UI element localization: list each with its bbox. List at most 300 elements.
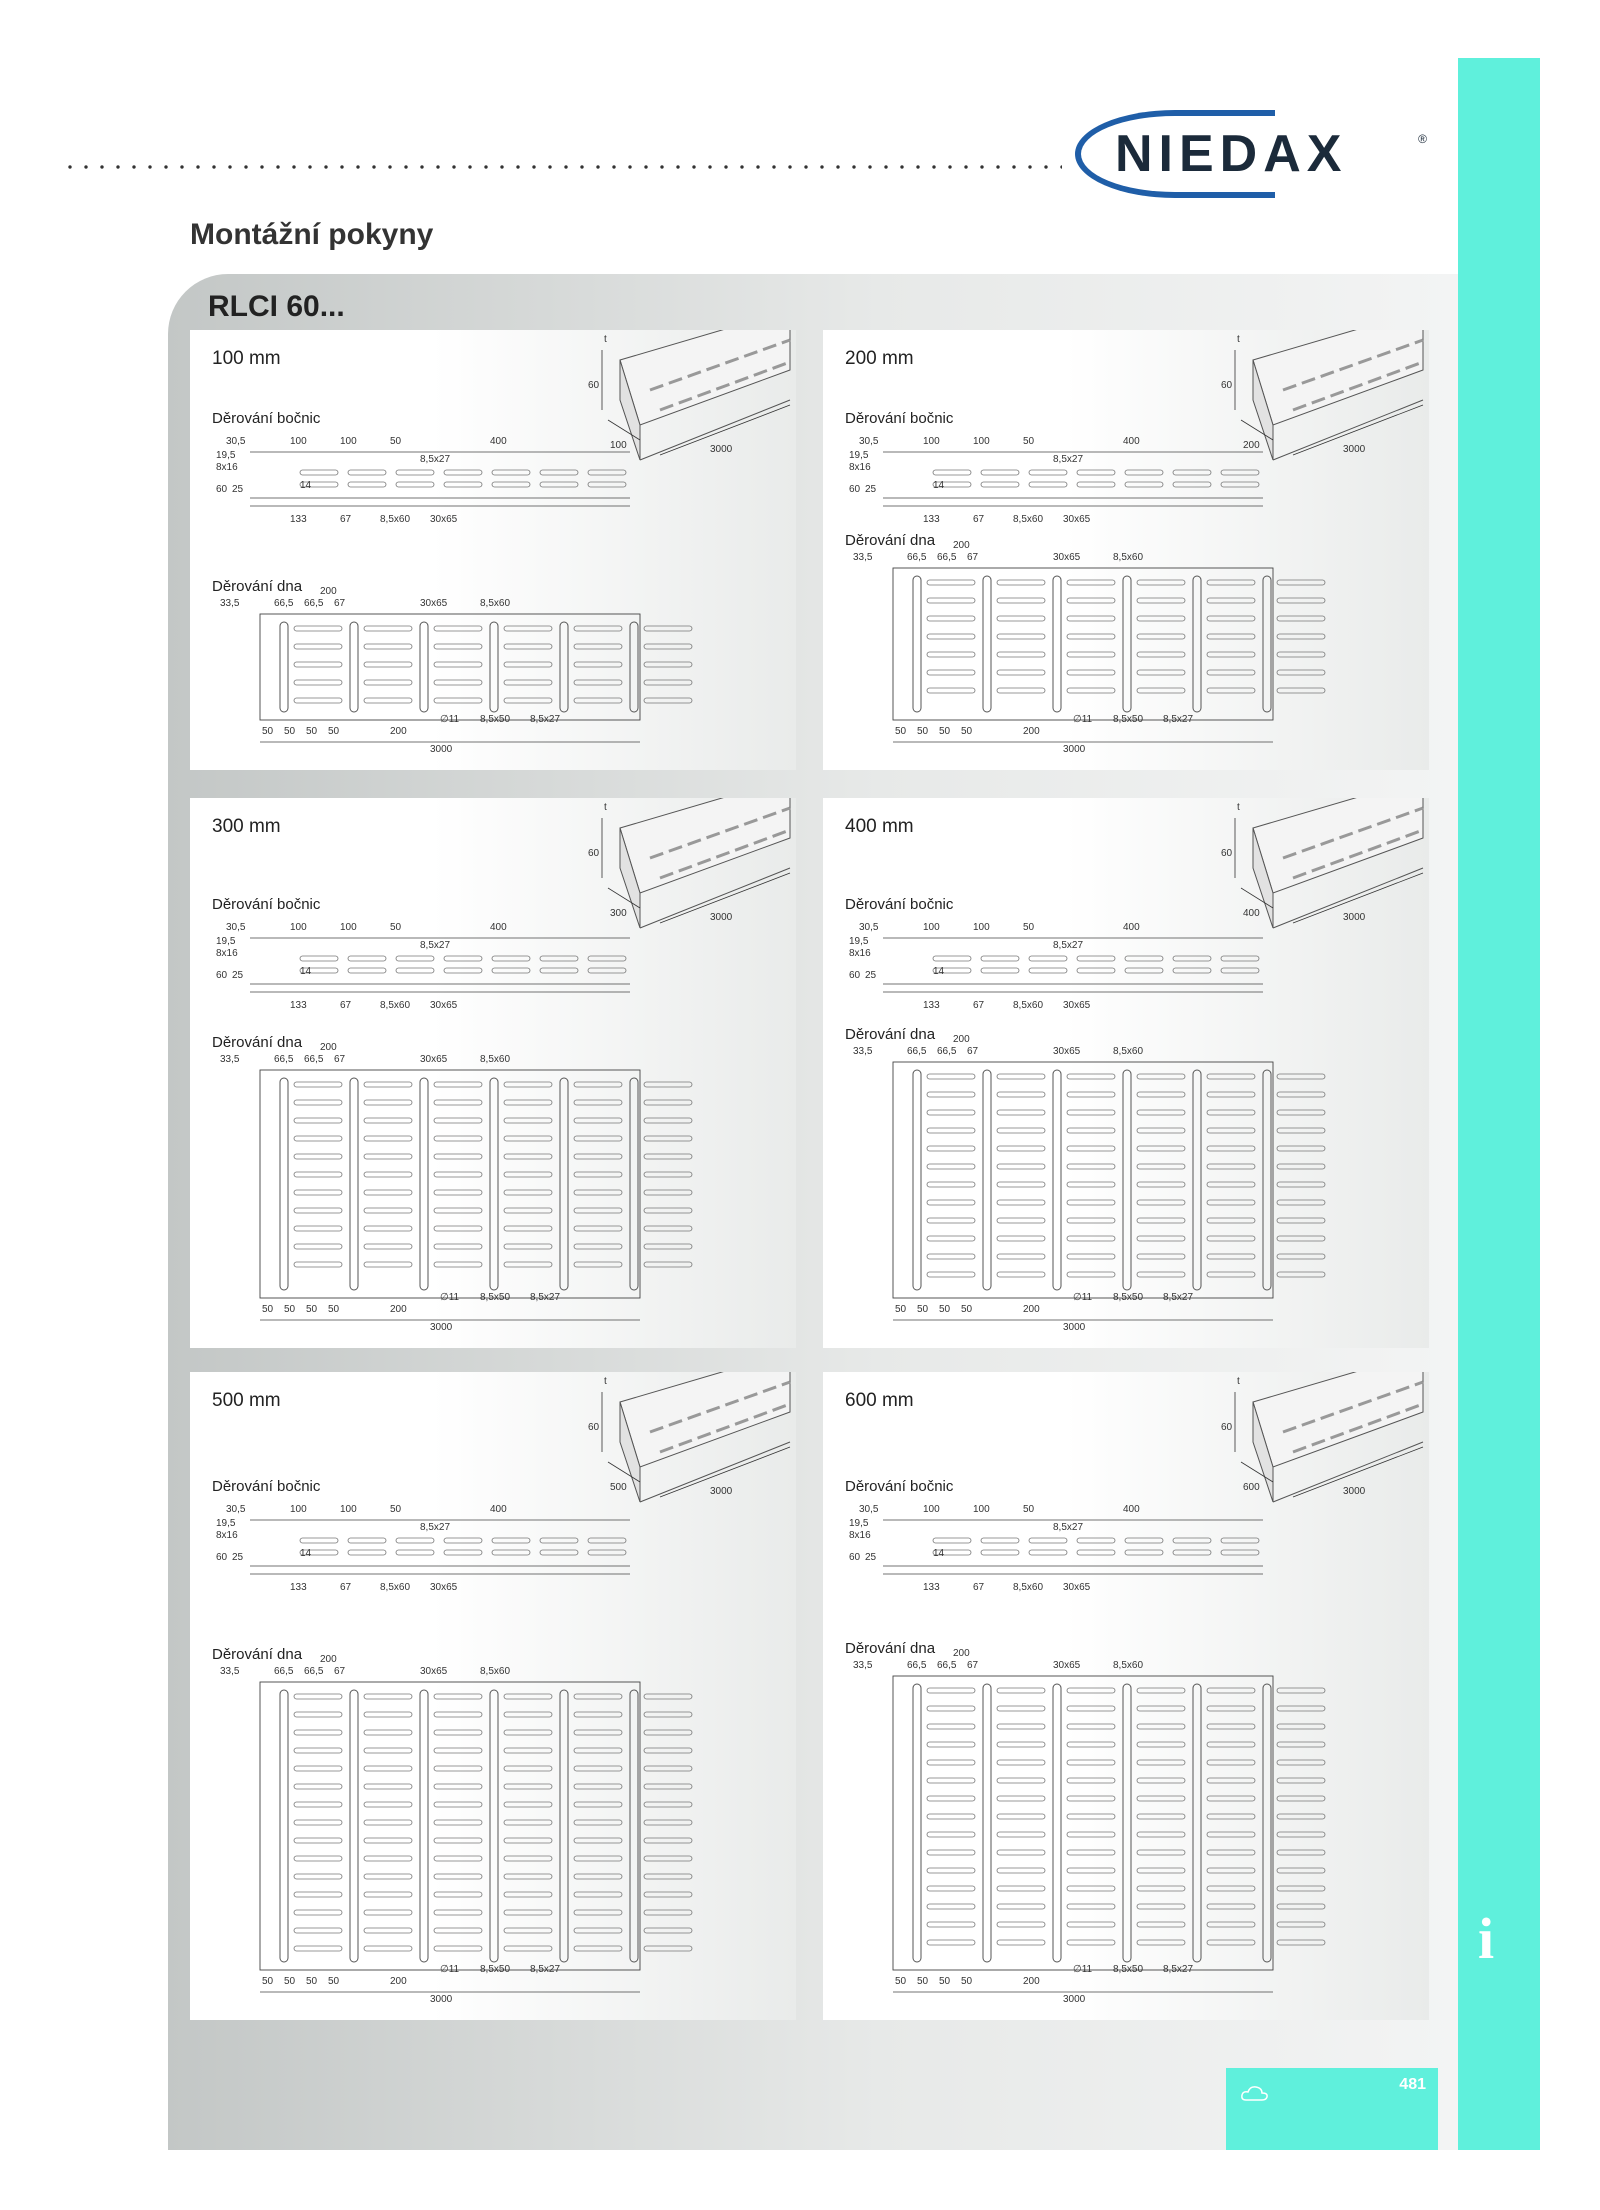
floor-rib	[1053, 576, 1061, 712]
floor-slot	[1137, 1128, 1185, 1133]
tray-card	[823, 1372, 1429, 2020]
floor-slot	[504, 1712, 552, 1717]
bottom-perforation-label: Děrování dna	[212, 578, 303, 595]
dim-100: 100	[340, 436, 357, 447]
floor-slot	[644, 644, 692, 649]
dim-50: 50	[306, 1304, 318, 1315]
floor-slot	[1277, 1218, 1325, 1223]
floor-slot	[644, 1694, 692, 1699]
side-slot	[1221, 968, 1259, 973]
floor-slot	[1277, 1110, 1325, 1115]
dim-60: 60	[216, 484, 228, 495]
floor-slot	[364, 1856, 412, 1861]
floor-slot	[644, 1874, 692, 1879]
floor-slot	[294, 1136, 342, 1141]
dim-50: 50	[1023, 436, 1035, 447]
dim-30x65: 30x65	[1053, 552, 1081, 563]
floor-slot	[294, 644, 342, 649]
height-label: 60	[1221, 848, 1233, 859]
floor-slot	[927, 1724, 975, 1729]
floor-slot	[1277, 1724, 1325, 1729]
floor-slot	[364, 1892, 412, 1897]
dim-50: 50	[895, 726, 907, 737]
floor-slot	[1207, 1760, 1255, 1765]
floor-slot	[997, 1218, 1045, 1223]
floor-slot	[1277, 688, 1325, 693]
floor-slot	[1277, 1092, 1325, 1097]
dim-100: 100	[973, 436, 990, 447]
dim-67: 67	[340, 1582, 352, 1593]
side-slot	[933, 956, 971, 961]
floor-slot	[294, 1694, 342, 1699]
floor-slot	[1137, 1164, 1185, 1169]
dim-67: 67	[967, 552, 979, 563]
side-slot	[1173, 968, 1211, 973]
dim-30x65: 30x65	[420, 598, 448, 609]
side-slot	[492, 470, 530, 475]
dim-50: 50	[917, 1976, 929, 1987]
floor-slot	[364, 1766, 412, 1771]
dim-67: 67	[973, 1000, 985, 1011]
floor-slot	[1277, 1796, 1325, 1801]
width-label: 500	[610, 1482, 627, 1493]
dim-50: 50	[939, 726, 951, 737]
floor-slot	[927, 1832, 975, 1837]
dim-30x65: 30x65	[430, 514, 458, 525]
floor-slot	[504, 1208, 552, 1213]
dim-3000: 3000	[430, 1322, 453, 1333]
dim-66-5: 66,5	[274, 1666, 294, 1677]
floor-slot	[1137, 1254, 1185, 1259]
floor-slot	[364, 1244, 412, 1249]
width-label: 400	[1243, 908, 1260, 919]
height-label: 60	[1221, 1422, 1233, 1433]
dim-8x16: 8x16	[849, 462, 871, 473]
dim-diameter-11: ∅11	[1073, 1292, 1093, 1303]
side-slot	[1029, 1538, 1067, 1543]
tray-iso-view	[1221, 330, 1423, 460]
floor-slot	[504, 1172, 552, 1177]
floor-slot	[1067, 1218, 1115, 1223]
floor-slot	[364, 1874, 412, 1879]
dim-30x65: 30x65	[1063, 1000, 1091, 1011]
side-slot	[540, 482, 578, 487]
floor-slot	[1067, 1200, 1115, 1205]
side-slot	[348, 1550, 386, 1555]
floor-slot	[434, 698, 482, 703]
floor-slot	[574, 644, 622, 649]
length-label: 3000	[1343, 912, 1366, 923]
panel-title: RLCI 60...	[208, 290, 345, 323]
floor-rib	[420, 1690, 428, 1962]
side-slot	[492, 968, 530, 973]
floor-slot	[1137, 1814, 1185, 1819]
side-slot	[348, 1538, 386, 1543]
floor-slot	[1137, 1742, 1185, 1747]
length-label: 3000	[710, 912, 733, 923]
technical-drawing	[823, 798, 1429, 1348]
dim-66-5: 66,5	[937, 552, 957, 563]
floor-slot	[364, 1802, 412, 1807]
floor-slot	[1207, 652, 1255, 657]
floor-slot	[644, 1802, 692, 1807]
side-slot	[981, 956, 1019, 961]
side-slot	[1125, 1550, 1163, 1555]
dim-25: 25	[865, 970, 877, 981]
dim-19-5: 19,5	[216, 936, 236, 947]
floor-slot	[1067, 1796, 1115, 1801]
floor-slot	[644, 1136, 692, 1141]
floor-slot	[997, 1092, 1045, 1097]
dim-25: 25	[232, 970, 244, 981]
dim-200: 200	[390, 726, 407, 737]
floor-slot	[1207, 670, 1255, 675]
dim-30x65: 30x65	[1063, 1582, 1091, 1593]
dim-400: 400	[1123, 1504, 1140, 1515]
floor-slot	[574, 626, 622, 631]
floor-slot	[997, 1796, 1045, 1801]
floor-slot	[997, 1868, 1045, 1873]
floor-slot	[927, 1164, 975, 1169]
side-stripe	[1458, 58, 1540, 2150]
floor-slot	[927, 670, 975, 675]
floor-slot	[504, 1838, 552, 1843]
dim-100: 100	[340, 1504, 357, 1515]
floor-slot	[1067, 1814, 1115, 1819]
floor-slot	[1207, 1724, 1255, 1729]
floor-slot	[364, 680, 412, 685]
floor-slot	[1067, 1092, 1115, 1097]
side-slot	[540, 1550, 578, 1555]
dim-33-5: 33,5	[853, 1660, 873, 1671]
dim-200: 200	[1023, 726, 1040, 737]
dim-100: 100	[340, 922, 357, 933]
floor-slot	[997, 1110, 1045, 1115]
floor-slot	[434, 644, 482, 649]
floor-slot	[574, 1244, 622, 1249]
dim-30-5: 30,5	[226, 922, 246, 933]
floor-slot	[644, 1784, 692, 1789]
floor-slot	[927, 1778, 975, 1783]
dim-60: 60	[849, 970, 861, 981]
dim-50: 50	[961, 1976, 973, 1987]
card-size-title: 300 mm	[212, 816, 281, 837]
floor-slot	[927, 1254, 975, 1259]
floor-slot	[644, 698, 692, 703]
floor-slot	[1207, 1146, 1255, 1151]
floor-slot	[927, 1272, 975, 1277]
floor-slot	[1137, 670, 1185, 675]
floor-slot	[434, 1154, 482, 1159]
dim-50: 50	[917, 726, 929, 737]
dim-30-5: 30,5	[226, 1504, 246, 1515]
floor-slot	[434, 1190, 482, 1195]
floor-slot	[294, 1856, 342, 1861]
floor-slot	[574, 1262, 622, 1267]
floor-slot	[574, 1118, 622, 1123]
dim-8-5x60: 8,5x60	[380, 514, 411, 525]
dim-30x65: 30x65	[1053, 1660, 1081, 1671]
side-slot	[588, 482, 626, 487]
side-slot	[981, 482, 1019, 487]
dim-19-5: 19,5	[216, 1518, 236, 1529]
floor-slot	[364, 1100, 412, 1105]
floor-slot	[927, 1850, 975, 1855]
floor-slot	[997, 1850, 1045, 1855]
floor-rib	[350, 622, 358, 712]
side-slot	[1077, 1550, 1115, 1555]
floor-slot	[294, 1118, 342, 1123]
floor-slot	[574, 1136, 622, 1141]
side-slot	[1125, 470, 1163, 475]
floor-slot	[1207, 688, 1255, 693]
side-slot	[300, 956, 338, 961]
floor-slot	[1067, 1236, 1115, 1241]
side-slot	[348, 968, 386, 973]
floor-slot	[1067, 1886, 1115, 1891]
dim-50: 50	[262, 1304, 274, 1315]
floor-rib	[630, 622, 638, 712]
floor-slot	[1277, 670, 1325, 675]
floor-slot	[1277, 1922, 1325, 1927]
floor-rib	[420, 1078, 428, 1290]
floor-slot	[294, 1712, 342, 1717]
floor-slot	[574, 680, 622, 685]
dim-30-5: 30,5	[859, 436, 879, 447]
floor-slot	[1207, 1922, 1255, 1927]
floor-slot	[927, 688, 975, 693]
dim-14: 14	[933, 480, 945, 491]
floor-slot	[997, 1742, 1045, 1747]
side-slot	[396, 1550, 434, 1555]
dim-66-5: 66,5	[304, 598, 324, 609]
floor-rib	[1263, 576, 1271, 712]
side-slot	[588, 956, 626, 961]
dim-30-5: 30,5	[859, 922, 879, 933]
floor-slot	[927, 1796, 975, 1801]
floor-slot	[504, 1730, 552, 1735]
tray-card	[190, 1372, 796, 2020]
dim-8-5x60: 8,5x60	[1013, 1582, 1044, 1593]
floor-slot	[434, 1928, 482, 1933]
side-slot	[492, 1538, 530, 1543]
floor-slot	[997, 1778, 1045, 1783]
dim-19-5: 19,5	[849, 936, 869, 947]
floor-rib	[913, 576, 921, 712]
dim-3000: 3000	[430, 744, 453, 755]
side-perforation-label: Děrování bočnic	[212, 410, 321, 427]
floor-rib	[983, 1684, 991, 1962]
floor-slot	[1067, 1868, 1115, 1873]
floor-slot	[504, 1118, 552, 1123]
floor-slot	[1067, 616, 1115, 621]
floor-slot	[1137, 1092, 1185, 1097]
floor-slot	[644, 1892, 692, 1897]
dim-200: 200	[320, 586, 337, 597]
floor-slot	[574, 1748, 622, 1753]
floor-slot	[927, 1110, 975, 1115]
floor-slot	[294, 1928, 342, 1933]
dim-8-5x27: 8,5x27	[1053, 940, 1084, 951]
side-perforation-label: Děrování bočnic	[845, 896, 954, 913]
floor-slot	[927, 1146, 975, 1151]
floor-slot	[434, 1136, 482, 1141]
side-slot	[300, 470, 338, 475]
floor-slot	[644, 1766, 692, 1771]
dim-133: 133	[290, 1582, 307, 1593]
floor-slot	[927, 598, 975, 603]
length-label: 3000	[1343, 1486, 1366, 1497]
floor-slot	[1277, 1254, 1325, 1259]
floor-slot	[504, 626, 552, 631]
floor-slot	[434, 1712, 482, 1717]
bottom-perforation-label: Děrování dna	[845, 1026, 936, 1043]
floor-slot	[574, 1226, 622, 1231]
floor-slot	[364, 1730, 412, 1735]
floor-slot	[434, 1118, 482, 1123]
tray-iso-view	[1221, 1372, 1423, 1502]
dim-67: 67	[967, 1046, 979, 1057]
side-slot	[1221, 470, 1259, 475]
floor-slot	[1207, 616, 1255, 621]
technical-drawing	[190, 330, 796, 770]
dim-66-5: 66,5	[907, 552, 927, 563]
floor-slot	[1277, 1706, 1325, 1711]
floor-slot	[997, 634, 1045, 639]
side-slot	[1221, 482, 1259, 487]
floor-slot	[1067, 1254, 1115, 1259]
dim-8-5x50: 8,5x50	[1113, 1964, 1144, 1975]
floor-slot	[364, 698, 412, 703]
dim-diameter-11: ∅11	[1073, 1964, 1093, 1975]
side-perforation-label: Děrování bočnic	[212, 1478, 321, 1495]
dim-200: 200	[953, 1034, 970, 1045]
technical-drawing	[823, 1372, 1429, 2020]
floor-slot	[1207, 1182, 1255, 1187]
width-label: 600	[1243, 1482, 1260, 1493]
thickness-label: t	[1237, 334, 1240, 345]
side-slot	[1029, 968, 1067, 973]
floor-slot	[294, 1730, 342, 1735]
dim-50: 50	[895, 1976, 907, 1987]
thickness-label: t	[604, 1376, 607, 1387]
side-slot	[444, 968, 482, 973]
dim-100: 100	[290, 1504, 307, 1515]
dim-diameter-11: ∅11	[1073, 714, 1093, 725]
floor-slot	[294, 1838, 342, 1843]
side-slot	[588, 1550, 626, 1555]
tray-iso-view	[588, 1372, 790, 1502]
dim-14: 14	[933, 966, 945, 977]
floor-rib	[1053, 1070, 1061, 1290]
side-slot	[933, 470, 971, 475]
bottom-perforation-drawing	[853, 1648, 1325, 2005]
floor-slot	[1137, 1778, 1185, 1783]
floor-slot	[434, 1730, 482, 1735]
dim-8-5x27: 8,5x27	[420, 940, 451, 951]
floor-slot	[574, 1946, 622, 1951]
side-slot	[588, 968, 626, 973]
floor-slot	[434, 1946, 482, 1951]
dim-50: 50	[328, 726, 340, 737]
floor-slot	[1067, 1706, 1115, 1711]
height-label: 60	[1221, 380, 1233, 391]
dim-200: 200	[320, 1042, 337, 1053]
technical-drawing	[190, 1372, 796, 2020]
side-perforation-drawing	[849, 436, 1263, 525]
side-slot	[396, 470, 434, 475]
side-slot	[492, 1550, 530, 1555]
floor-slot	[574, 1172, 622, 1177]
dim-8-5x60: 8,5x60	[1113, 552, 1144, 563]
floor-slot	[1137, 1218, 1185, 1223]
floor-rib	[1053, 1684, 1061, 1962]
floor-slot	[997, 1074, 1045, 1079]
dim-8x16: 8x16	[216, 948, 238, 959]
dim-100: 100	[973, 922, 990, 933]
floor-slot	[644, 662, 692, 667]
floor-slot	[504, 680, 552, 685]
dim-8x16: 8x16	[849, 948, 871, 959]
dim-33-5: 33,5	[853, 1046, 873, 1057]
floor-slot	[997, 616, 1045, 621]
side-slot	[396, 1538, 434, 1543]
dim-100: 100	[923, 1504, 940, 1515]
height-label: 60	[588, 380, 600, 391]
floor-rib	[1123, 1070, 1131, 1290]
dim-67: 67	[973, 514, 985, 525]
floor-rib	[983, 576, 991, 712]
dim-50: 50	[284, 726, 296, 737]
floor-slot	[997, 1146, 1045, 1151]
floor-slot	[644, 1118, 692, 1123]
floor-slot	[1137, 1904, 1185, 1909]
floor-slot	[1137, 1706, 1185, 1711]
floor-slot	[997, 580, 1045, 585]
dim-8-5x60: 8,5x60	[480, 1054, 511, 1065]
floor-slot	[504, 1748, 552, 1753]
bottom-perforation-label: Děrování dna	[845, 532, 936, 549]
floor-slot	[504, 1226, 552, 1231]
dim-50: 50	[939, 1976, 951, 1987]
footer-box	[1226, 2068, 1438, 2150]
side-slot	[300, 1538, 338, 1543]
side-slot	[1125, 482, 1163, 487]
side-slot	[1125, 968, 1163, 973]
floor-slot	[1137, 1850, 1185, 1855]
floor-slot	[927, 1814, 975, 1819]
floor-slot	[504, 1820, 552, 1825]
floor-slot	[434, 1244, 482, 1249]
dim-8-5x27: 8,5x27	[530, 1964, 561, 1975]
floor-slot	[1067, 580, 1115, 585]
dim-133: 133	[923, 514, 940, 525]
dim-60: 60	[849, 484, 861, 495]
dim-133: 133	[923, 1000, 940, 1011]
floor-slot	[504, 1784, 552, 1789]
floor-slot	[1137, 1760, 1185, 1765]
floor-slot	[1207, 1074, 1255, 1079]
dim-8-5x50: 8,5x50	[1113, 714, 1144, 725]
floor-slot	[574, 1802, 622, 1807]
floor-slot	[364, 1820, 412, 1825]
floor-slot	[997, 1940, 1045, 1945]
floor-slot	[997, 1688, 1045, 1693]
floor-slot	[294, 1154, 342, 1159]
dim-8-5x27: 8,5x27	[530, 714, 561, 725]
floor-slot	[1207, 634, 1255, 639]
floor-slot	[1137, 1886, 1185, 1891]
